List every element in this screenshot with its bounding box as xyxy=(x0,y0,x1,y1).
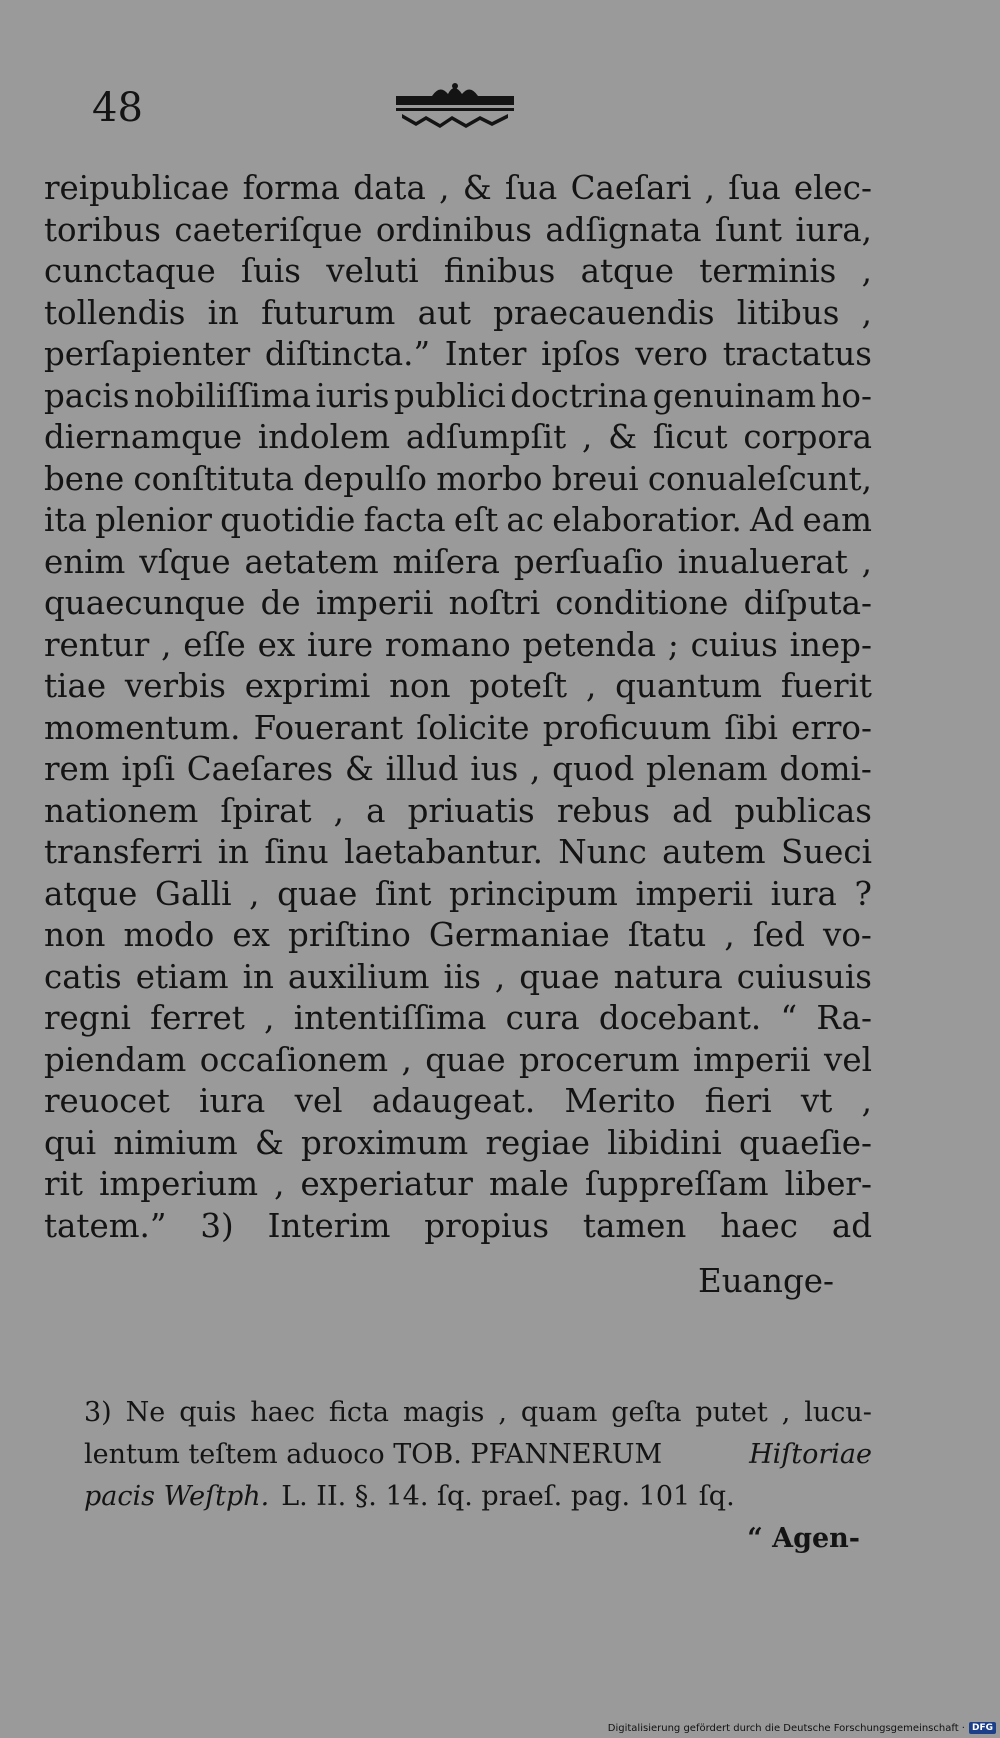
word: plenior xyxy=(95,501,212,539)
word: nobiliſſima xyxy=(133,376,312,415)
word: haec xyxy=(250,1397,315,1428)
word: ficta xyxy=(328,1397,389,1428)
word: Ad xyxy=(750,501,795,539)
word: ex xyxy=(257,625,296,664)
word: eſſe xyxy=(183,625,246,664)
footnote-line xyxy=(84,1476,872,1518)
word: quae xyxy=(425,1040,506,1079)
word: finibus xyxy=(443,252,556,290)
word: ſua xyxy=(728,169,781,207)
word: priuatis xyxy=(407,791,535,830)
word: morbo xyxy=(436,459,543,498)
word: bene xyxy=(44,459,125,498)
word: & xyxy=(254,1123,284,1162)
word: , xyxy=(333,791,345,830)
word: ſua xyxy=(504,169,558,207)
word: experiatur xyxy=(300,1165,473,1203)
word: in xyxy=(217,833,250,871)
text-line xyxy=(44,1123,872,1165)
word: catis xyxy=(44,957,122,996)
word: ho- xyxy=(820,376,872,415)
text-line xyxy=(44,625,872,667)
word: ſolicite xyxy=(416,708,530,747)
word: proficuum xyxy=(542,708,712,747)
word: principum xyxy=(449,874,618,913)
word: adaugeat. xyxy=(371,1082,536,1120)
word: transferri xyxy=(44,833,203,871)
word: poteſt xyxy=(469,667,568,705)
word: diernamque xyxy=(44,418,243,456)
text-line xyxy=(44,998,872,1040)
word: genuinam xyxy=(652,376,817,415)
word: pacis xyxy=(44,376,130,415)
word: rit xyxy=(44,1165,83,1203)
word: libidini xyxy=(607,1123,722,1162)
word: perſapienter xyxy=(44,335,251,373)
word: quaeſie- xyxy=(738,1123,872,1162)
word: , xyxy=(498,1397,507,1428)
word: regiae xyxy=(485,1123,591,1162)
word: in xyxy=(207,293,239,332)
text-line xyxy=(44,708,872,750)
footnote xyxy=(84,1392,872,1560)
word: ad xyxy=(831,1206,872,1245)
word: Nunc xyxy=(558,833,647,871)
footnote-line xyxy=(84,1392,872,1434)
word: Fouerant xyxy=(253,708,404,747)
footnote-text: lentum teſtem aduoco TOB. PFANNERUM xyxy=(84,1439,663,1470)
word: quotidie xyxy=(220,501,356,539)
word: in xyxy=(242,957,274,996)
word: illud xyxy=(385,750,459,788)
word: enim xyxy=(44,542,126,581)
word: geſta xyxy=(611,1397,682,1428)
printer-ornament-icon xyxy=(392,80,518,132)
word: Caeſares xyxy=(186,750,334,788)
word: Ra- xyxy=(816,999,872,1037)
word: ita xyxy=(44,501,87,539)
word: magis xyxy=(402,1397,485,1428)
text-line xyxy=(44,251,872,293)
word: , xyxy=(581,418,593,456)
word: ſpirat xyxy=(220,791,312,830)
text-line xyxy=(44,210,872,252)
word: conualeſcunt, xyxy=(647,459,872,498)
word: plenam xyxy=(646,750,768,788)
word: ferret xyxy=(150,999,245,1037)
text-line xyxy=(44,293,872,335)
word: cura xyxy=(505,999,580,1037)
word: ; xyxy=(667,625,679,664)
dfg-logo: DFG xyxy=(969,1722,996,1734)
word: imperium xyxy=(99,1165,259,1203)
word: , xyxy=(264,999,275,1037)
word: modo xyxy=(123,916,215,954)
word: , xyxy=(861,542,872,581)
word: conditione xyxy=(555,584,729,622)
word: autem xyxy=(662,833,766,871)
word: eſt xyxy=(453,501,499,539)
word: imperii xyxy=(693,1040,811,1079)
word: & xyxy=(344,750,374,788)
word: male xyxy=(489,1165,569,1203)
text-line xyxy=(44,376,872,418)
word: inep- xyxy=(789,625,872,664)
word: indolem xyxy=(257,418,391,456)
word: tiae xyxy=(44,667,107,705)
word: exprimi xyxy=(244,667,371,705)
word: nimium xyxy=(113,1123,238,1162)
text-line xyxy=(44,500,872,542)
word: petenda xyxy=(522,625,656,664)
word: , xyxy=(401,1040,412,1079)
word: imperii xyxy=(315,584,434,622)
word: , xyxy=(861,1082,872,1120)
word: haec xyxy=(720,1206,798,1245)
word: rem xyxy=(44,750,110,788)
word: Galli xyxy=(155,874,232,913)
word: “ xyxy=(780,999,798,1037)
word: qui xyxy=(44,1123,97,1162)
word: , xyxy=(585,667,597,705)
word: ſicut xyxy=(652,418,728,456)
word: rentur xyxy=(44,625,150,664)
word: iure xyxy=(306,625,374,664)
word: 3) xyxy=(200,1206,234,1245)
word: facta xyxy=(363,501,446,539)
word: verbis xyxy=(124,667,226,705)
word: imperii xyxy=(635,874,754,913)
word: tractatus xyxy=(722,335,872,373)
word: cunctaque xyxy=(44,252,216,290)
word: procerum xyxy=(518,1040,680,1079)
word: veluti xyxy=(326,252,419,290)
word: , xyxy=(530,750,541,788)
word: putet xyxy=(695,1397,768,1428)
word: quantum xyxy=(615,667,762,705)
word: diſtincta.” xyxy=(264,335,431,373)
word: ſinu xyxy=(264,833,329,871)
word: vo- xyxy=(823,916,872,954)
word: ſed xyxy=(752,916,805,954)
word: intentiſſima xyxy=(293,999,487,1037)
word: Ne xyxy=(125,1397,166,1428)
word: eam xyxy=(802,501,872,539)
word: vel xyxy=(823,1040,872,1079)
word: momentum. xyxy=(44,708,241,747)
word: quae xyxy=(277,874,358,913)
word: Germaniae xyxy=(428,916,610,954)
body-text xyxy=(44,168,872,1247)
word: fuerit xyxy=(780,667,872,705)
word: Caeſari xyxy=(570,169,692,207)
word: publici xyxy=(393,376,506,415)
footnote-text: L. II. §. 14. ſq. praeſ. pag. 101 ſq. xyxy=(281,1481,735,1512)
word: aetatem xyxy=(244,542,379,581)
word: vt xyxy=(800,1082,833,1120)
word: , xyxy=(439,169,450,207)
word: quaecunque xyxy=(44,584,246,622)
word: publicas xyxy=(734,791,872,830)
word: inualuerat xyxy=(677,542,848,581)
text-line xyxy=(44,542,872,584)
word: tatem.” xyxy=(44,1206,167,1245)
word: , xyxy=(249,874,260,913)
word: reuocet xyxy=(44,1082,170,1120)
word: conſtituta xyxy=(133,459,295,498)
word: 3) xyxy=(84,1397,112,1428)
word: quis xyxy=(179,1397,237,1428)
word: etiam xyxy=(135,957,229,996)
text-line xyxy=(44,1206,872,1248)
word: docebant. xyxy=(598,999,762,1037)
word: Inter xyxy=(444,335,527,373)
footnote-line xyxy=(84,1518,872,1560)
word: , xyxy=(704,169,716,207)
word: non xyxy=(44,916,106,954)
word: & xyxy=(462,169,492,207)
word: corpora xyxy=(743,418,872,456)
word: priſtino xyxy=(288,916,411,954)
text-line xyxy=(44,334,872,376)
word: iura, xyxy=(795,210,872,249)
text-line xyxy=(44,915,872,957)
text-line xyxy=(44,1164,872,1206)
word: depulſo xyxy=(303,459,427,498)
word: diſputa- xyxy=(743,584,872,622)
word: & xyxy=(608,418,638,456)
word: romano xyxy=(384,625,511,664)
word: ac xyxy=(506,501,544,539)
word: futurum xyxy=(261,293,396,332)
word: laetabantur. xyxy=(344,833,543,871)
word: Sueci xyxy=(780,833,872,871)
text-line xyxy=(44,459,872,501)
word: miſera xyxy=(392,542,500,581)
word: ex xyxy=(232,916,270,954)
word: non xyxy=(389,667,451,705)
credit-text: Digitalisierung gefördert durch die Deutsche Forschungsgemeinschaft · xyxy=(607,1722,965,1734)
word: natura xyxy=(613,957,723,996)
word: a xyxy=(366,791,386,830)
text-line xyxy=(44,874,872,916)
word: data xyxy=(353,169,426,207)
word: , xyxy=(494,957,506,996)
word: iura xyxy=(770,874,837,913)
word: ipſos xyxy=(541,335,621,373)
word: perſuaſio xyxy=(513,542,664,581)
text-line xyxy=(44,1081,872,1123)
word: erro- xyxy=(791,708,872,747)
word: cuiusuis xyxy=(736,957,872,996)
word: quam xyxy=(520,1397,598,1428)
word: Interim xyxy=(267,1206,391,1245)
footnote-line xyxy=(84,1434,872,1476)
word: , xyxy=(781,1397,791,1428)
word: iuris xyxy=(315,376,390,415)
text-line xyxy=(44,666,872,708)
text-line xyxy=(44,749,872,791)
word: , xyxy=(861,293,872,332)
word: cuius xyxy=(690,625,778,664)
footnote-catchword: “ Agen- xyxy=(747,1523,860,1554)
word: ad xyxy=(672,791,713,830)
word: domi- xyxy=(779,750,872,788)
word: proximum xyxy=(301,1123,469,1162)
word: atque xyxy=(44,874,138,913)
text-line xyxy=(44,957,872,999)
word: toribus xyxy=(44,210,161,249)
word: , xyxy=(274,1165,285,1203)
word: praecauendis xyxy=(493,293,715,332)
text-line xyxy=(44,417,872,459)
text-line xyxy=(44,791,872,833)
text-line xyxy=(44,168,872,210)
word: Merito xyxy=(564,1082,676,1120)
word: terminis xyxy=(699,252,837,290)
word: , xyxy=(724,916,735,954)
word: tollendis xyxy=(44,293,186,332)
word: liber- xyxy=(784,1165,872,1203)
word: doctrina xyxy=(510,376,649,415)
word: breui xyxy=(551,459,639,498)
footnote-title-italic: Hiſtoriae xyxy=(749,1439,872,1470)
word: lucu- xyxy=(804,1397,872,1428)
word: occaſionem xyxy=(199,1040,389,1079)
word: litibus xyxy=(736,293,840,332)
word: quae xyxy=(519,957,600,996)
word: auxilium xyxy=(287,957,430,996)
word: ſibi xyxy=(724,708,778,747)
word: noſtri xyxy=(448,584,541,622)
word: vſque xyxy=(139,542,231,581)
word: ſuis xyxy=(240,252,301,290)
word: caeteriſque xyxy=(174,210,363,249)
catchword: Euange- xyxy=(698,1262,834,1300)
word: rebus xyxy=(556,791,651,830)
word: ſint xyxy=(375,874,432,913)
word: tamen xyxy=(582,1206,687,1245)
word: ius xyxy=(470,750,519,788)
word: forma xyxy=(242,169,340,207)
word: ? xyxy=(854,874,872,913)
word: ordinibus xyxy=(375,210,532,249)
word: vero xyxy=(635,335,708,373)
word: iura xyxy=(199,1082,266,1120)
word: fieri xyxy=(704,1082,772,1120)
word: iis xyxy=(443,957,481,996)
text-line xyxy=(44,1040,872,1082)
word: ipſi xyxy=(121,750,175,788)
word: propius xyxy=(424,1206,550,1245)
word: adſumpſit xyxy=(405,418,567,456)
word: regni xyxy=(44,999,131,1037)
page-number: 48 xyxy=(92,85,143,131)
word: nationem xyxy=(44,791,199,830)
word: adſignata xyxy=(545,210,702,249)
word: aut xyxy=(417,293,471,332)
word: ſtatu xyxy=(627,916,707,954)
word: quod xyxy=(552,750,635,788)
word: atque xyxy=(580,252,674,290)
text-line xyxy=(44,832,872,874)
word: ſunt xyxy=(714,210,782,249)
text-line xyxy=(44,583,872,625)
word: , xyxy=(161,625,172,664)
word: de xyxy=(260,584,301,622)
word: , xyxy=(861,252,872,290)
word: reipublicae xyxy=(44,169,230,207)
digitization-credit xyxy=(608,1722,996,1734)
word: ſuppreſſam xyxy=(584,1165,769,1203)
word: elaboratior. xyxy=(552,501,742,539)
word: vel xyxy=(294,1082,343,1120)
footnote-title-italic: pacis Weſtph. xyxy=(84,1481,270,1512)
word: elec- xyxy=(793,169,872,207)
word: piendam xyxy=(44,1040,187,1079)
